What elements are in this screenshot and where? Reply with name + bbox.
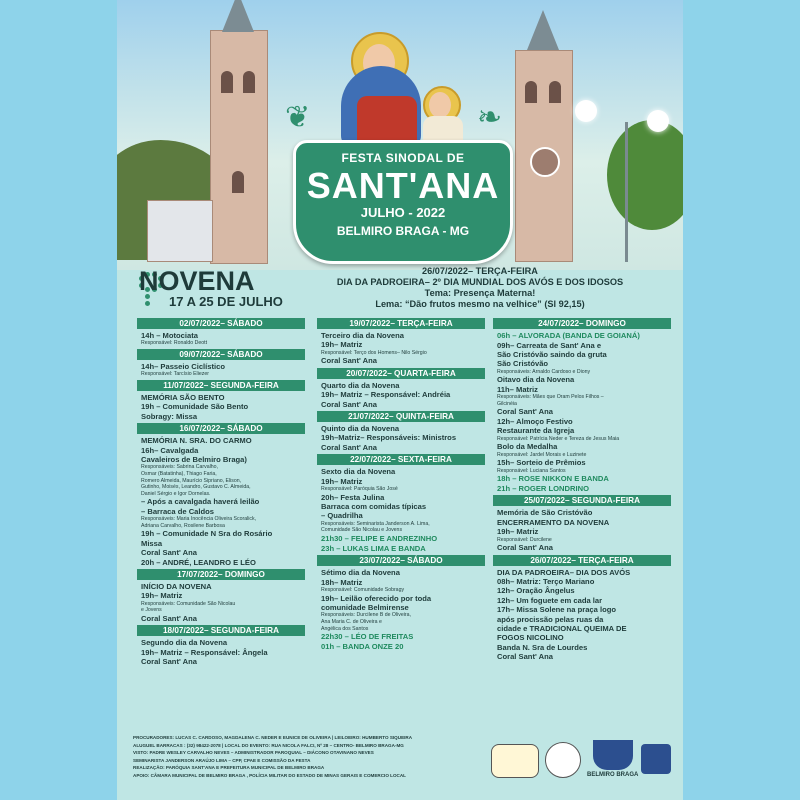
event-line: Coral Sant' Ana <box>141 614 197 624</box>
event-line: Coral Sant' Ana <box>497 543 553 553</box>
event-line: Sétimo dia da Novena <box>321 568 400 578</box>
camara-logo <box>641 744 671 774</box>
schedule-column-1 <box>137 316 305 667</box>
event-line: 12h– Um foguete em cada lar <box>497 595 603 605</box>
right-church-tower <box>515 50 573 262</box>
responsible-note: Responsáveis: Arnaldo Cardoso e Diony <box>497 368 591 375</box>
event-line: – Quadrilha <box>321 511 363 521</box>
prefeitura-label: BELMIRO BRAGA <box>587 772 639 778</box>
responsible-note: Gutinho, Moisés, Leandro, Gustavo C. Almeida, <box>141 484 251 491</box>
responsible-note: Responsável: Durcilene <box>497 536 552 543</box>
day-header: 21/07/2022– QUINTA-FEIRA <box>317 411 485 422</box>
event-line: MEMÓRIA SÃO BENTO <box>141 393 225 402</box>
footer-line: REALIZAÇÃO: PARÓQUIA SANT'ANA E PREFEITURA MUNICIPAL DE BELMIRO BRAGA <box>133 765 325 771</box>
responsible-note: Responsáveis: Maria Inocência Oliveira Scoralick, <box>141 516 257 523</box>
day-header: 26/07/2022– TERÇA-FEIRA <box>493 555 671 566</box>
day-header: 23/07/2022– SÁBADO <box>317 555 485 566</box>
event-line: Sobragy: Missa <box>141 411 198 421</box>
responsible-note: Responsável: Ronaldo Deott <box>141 340 208 347</box>
municipal-coat-of-arms <box>593 740 633 770</box>
event-line: Coral Sant' Ana <box>497 407 553 417</box>
event-line: cidade e TRADICIONAL QUEIMA DE <box>497 624 627 634</box>
event-line: Coral Sant' Ana <box>321 442 377 452</box>
event-line: Missa <box>141 538 163 548</box>
left-church-tower <box>210 30 268 264</box>
left-spire <box>222 0 254 32</box>
responsible-note: Responsáveis: Comunidade São Nicolau <box>141 600 236 607</box>
olive-branch-right: ❧ <box>477 100 503 135</box>
tree <box>607 120 683 230</box>
day-header: 20/07/2022– QUARTA-FEIRA <box>317 368 485 379</box>
event-line: Memória de São Cristóvão <box>497 508 593 518</box>
music-attraction: 21h30 – FELIPE E ANDREZINHO <box>321 534 438 544</box>
event-line: 09h– Carreata de Sant' Ana e <box>497 340 602 350</box>
header-line1: DIA DA PADROEIRA– 2º DIA MUNDIAL DOS AVÓS E DOS IDOSOS <box>336 277 624 287</box>
day-header: 22/07/2022– SEXTA-FEIRA <box>317 454 485 465</box>
event-line: FOGOS NICOLINO <box>497 633 564 643</box>
event-line: Quinto dia da Novena <box>321 424 400 434</box>
event-line: 12h– Almoço Festivo <box>497 416 573 426</box>
responsible-note: Adriana Carvalho, Rosilene Barbosa <box>141 522 225 529</box>
responsible-note: Responsável: Patrícia Neder e Tereza de Jesus Maia <box>497 435 620 442</box>
responsible-note: Responsável: Paróquia São José <box>321 486 398 493</box>
day-header: 18/07/2022– SEGUNDA-FEIRA <box>137 625 305 636</box>
event-line: DIA DA PADROEIRA– DIA DOS AVÓS <box>497 567 631 577</box>
olive-branch-left: ❦ <box>285 100 311 135</box>
day-header: 25/07/2022– SEGUNDA-FEIRA <box>493 495 671 506</box>
event-line: São Cristóvão saindo da gruta <box>497 350 607 359</box>
music-attraction: 06h – ALVORADA (BANDA DE GOIANÁ) <box>497 331 640 340</box>
day-header: 09/07/2022– SÁBADO <box>137 349 305 360</box>
event-line: Coral Sant' Ana <box>321 399 377 409</box>
street-lamp <box>575 100 597 122</box>
novena-title: NOVENA <box>139 266 255 296</box>
event-line: 19h– Matriz <box>321 476 363 486</box>
event-line: São Cristóvão <box>497 359 549 369</box>
responsible-note: Comunidade São Nicolau e Jovens <box>321 527 403 534</box>
day-header: 11/07/2022– SEGUNDA-FEIRA <box>137 380 305 391</box>
footer-line: SEMINARISTA JANDERSON ARAÚJO LIMA – CPP, CPAE E COMISSÃO DA FESTA <box>133 757 311 763</box>
responsible-note: Romero Almeida, Maurício Sipriano, Elison, <box>141 477 242 484</box>
banner-line1: FESTA SINODAL DE <box>341 151 465 165</box>
event-line: 12h– Oração Ângelus <box>497 586 575 596</box>
header-motto: Lema: “Dão frutos mesmo na velhice” (Sl 92,15) <box>375 299 585 309</box>
day-header: 16/07/2022– SÁBADO <box>137 423 305 434</box>
event-line: após procissão pelas ruas da <box>497 614 604 624</box>
event-line: – Após a cavalgada haverá leilão <box>141 497 260 507</box>
event-line: Oitavo dia da Novena <box>497 375 575 385</box>
event-line: Coral Sant' Ana <box>321 356 377 366</box>
responsible-note: Responsáveis: Sabrina Carvalho, <box>141 464 218 471</box>
right-spire <box>527 10 559 50</box>
footer-line: APOIO: CÂMARA MUNICIPAL DE BELMIRO BRAGA , POLÍCIA MILITAR DO ESTADO DE MINAS GERAIS E COMERCIO LOCAL <box>133 772 406 778</box>
event-line: 19h– Leilão oferecido por toda <box>321 593 432 603</box>
novena-dates: 17 A 25 DE JULHO <box>169 294 283 309</box>
event-line: Coral Sant' Ana <box>497 652 553 662</box>
event-line: Restaurante da Igreja <box>497 426 575 436</box>
day-header: 24/07/2022– DOMINGO <box>493 318 671 329</box>
responsible-note: Responsável: Luciana Santos <box>497 467 566 474</box>
event-line: 19h–Matriz– Responsáveis: Ministros <box>321 433 457 443</box>
poster <box>117 0 683 800</box>
header-theme: Tema: Presença Materna! <box>424 288 536 298</box>
footer-line: ALUGUEL BARRACAS : (32) 98422-2078 | LOCAL DO EVENTO: RUA NICOLA FALCI, Nº 28 – CENTRO- BELMIRO BRAGA-MG <box>133 742 404 748</box>
event-line: 16h– Cavalgada <box>141 445 199 455</box>
responsible-note: Responsável: Tarcísio Eliezer <box>141 371 209 378</box>
event-line: 14h – Motociata <box>141 331 198 340</box>
responsible-note: Daniel Sérgio e Igor Dornelas. <box>141 490 211 497</box>
music-attraction: 21h – ROGER LONDRINO <box>497 483 589 493</box>
event-line: 14h– Passeio Ciclístico <box>141 362 225 371</box>
event-line: 11h– Matriz <box>497 384 538 394</box>
responsible-note: Responsáveis: Durcilene B de Oliveira, <box>321 612 411 619</box>
music-attraction: 23h – LUKAS LIMA E BANDA <box>321 543 426 553</box>
event-line: Sexto dia da Novena <box>321 467 396 477</box>
saint-anne-illustration <box>327 36 477 156</box>
event-line: – Barraca de Caldos <box>141 506 215 516</box>
responsible-note: Angélica dos Santos <box>321 625 369 632</box>
event-line: comunidade Belmirense <box>321 603 409 613</box>
event-line: 19h – Comunidade N Sra do Rosário <box>141 529 273 539</box>
event-line: 19h– Matriz <box>497 527 539 537</box>
day-header: 19/07/2022– TERÇA-FEIRA <box>317 318 485 329</box>
responsible-note: Responsável: Jardel Morais e Luzinete <box>497 451 587 458</box>
event-line: 20h – ANDRÉ, LEANDRO E LÉO <box>141 557 256 567</box>
event-line: Barraca com comidas típicas <box>321 502 427 512</box>
responsible-note: Ana Maria C. de Oliveira e <box>321 619 382 626</box>
event-line: 19h – Comunidade São Bento <box>141 402 249 412</box>
day-header: 17/07/2022– DOMINGO <box>137 569 305 580</box>
parish-seal-logo <box>545 742 581 778</box>
day-header: 02/07/2022– SÁBADO <box>137 318 305 329</box>
patron-day-header <box>287 266 673 310</box>
schedule-column-2 <box>317 316 485 651</box>
event-line: 15h– Sorteio de Prêmios <box>497 458 586 468</box>
responsible-note: Responsáveis: Seminarista Janderson A. Lima, <box>321 520 430 527</box>
church-building <box>147 200 213 262</box>
street-lamp <box>647 110 669 132</box>
event-line: Terceiro dia da Novena <box>321 331 404 340</box>
header-date: 26/07/2022– TERÇA-FEIRA <box>422 266 538 276</box>
responsible-note: Responsáveis: Mães que Oram Pelos Filhos – <box>497 394 604 401</box>
banner-month: JULHO - 2022 <box>360 205 446 220</box>
event-line: 19h– Matriz – Responsável: Andréia <box>321 390 451 400</box>
footer-line: PROCURADORES: LUCAS C. CARDOSO, MAGDALENA C. NEDER E EUNICE DE OLIVEIRA | LEILOEIRO: HUMBERTO SIQUEIRA <box>133 735 413 740</box>
festival-logo <box>491 744 539 778</box>
event-line: Cavaleiros de Belmiro Braga) <box>141 455 247 465</box>
schedule-column-3 <box>493 316 671 662</box>
event-line: INÍCIO DA NOVENA <box>141 582 212 592</box>
event-line: 17h– Missa Solene na praça logo <box>497 605 617 615</box>
event-line: 20h– Festa Julina <box>321 492 385 502</box>
responsible-note: Gilcinéia <box>497 400 517 407</box>
event-line: MEMÓRIA N. SRA. DO CARMO <box>141 436 252 446</box>
event-line: 19h– Matriz – Responsável: Ângela <box>141 647 268 657</box>
event-line: Coral Sant' Ana <box>141 657 197 667</box>
festival-banner <box>293 140 513 264</box>
event-line: Segundo dia da Novena <box>141 638 228 648</box>
responsible-note: Responsável: Comunidade Sobragy <box>321 587 405 594</box>
event-line: 08h– Matriz: Terço Mariano <box>497 577 595 587</box>
event-line: 19h– Matriz <box>321 340 363 350</box>
event-line: 18h– Matriz <box>321 577 363 587</box>
banner-location: BELMIRO BRAGA - MG <box>336 224 470 238</box>
banner-title: SANT'ANA <box>306 165 500 206</box>
event-line: Coral Sant' Ana <box>141 548 197 558</box>
music-attraction: 01h – BANDA ONZE 20 <box>321 641 404 651</box>
responsible-note: Responsável: Terço dos Homens– Nilo Sérgio <box>321 349 427 356</box>
music-attraction: 18h – ROSE NIKKON E BANDA <box>497 474 609 484</box>
responsible-note: Osmar (Batatinha), Thiago Faria, <box>141 471 217 478</box>
responsible-note: e Jovens <box>141 607 162 614</box>
event-line: Bolo da Medalha <box>497 442 558 452</box>
music-attraction: 22h30 – LÉO DE FREITAS <box>321 632 414 642</box>
footer-line: VISTO: PADRE WESLEY CARVALHO NEVES – ADMINISTRADOR PAROQUIAL – DIÁCONO OTAVINANO NEVES <box>133 750 374 756</box>
event-line: Banda N. Sra de Lourdes <box>497 642 588 652</box>
event-line: ENCERRAMENTO DA NOVENA <box>497 517 610 527</box>
event-line: 19h– Matriz <box>141 591 183 601</box>
event-line: Quarto dia da Novena <box>321 380 400 390</box>
footer-credits <box>133 734 493 780</box>
